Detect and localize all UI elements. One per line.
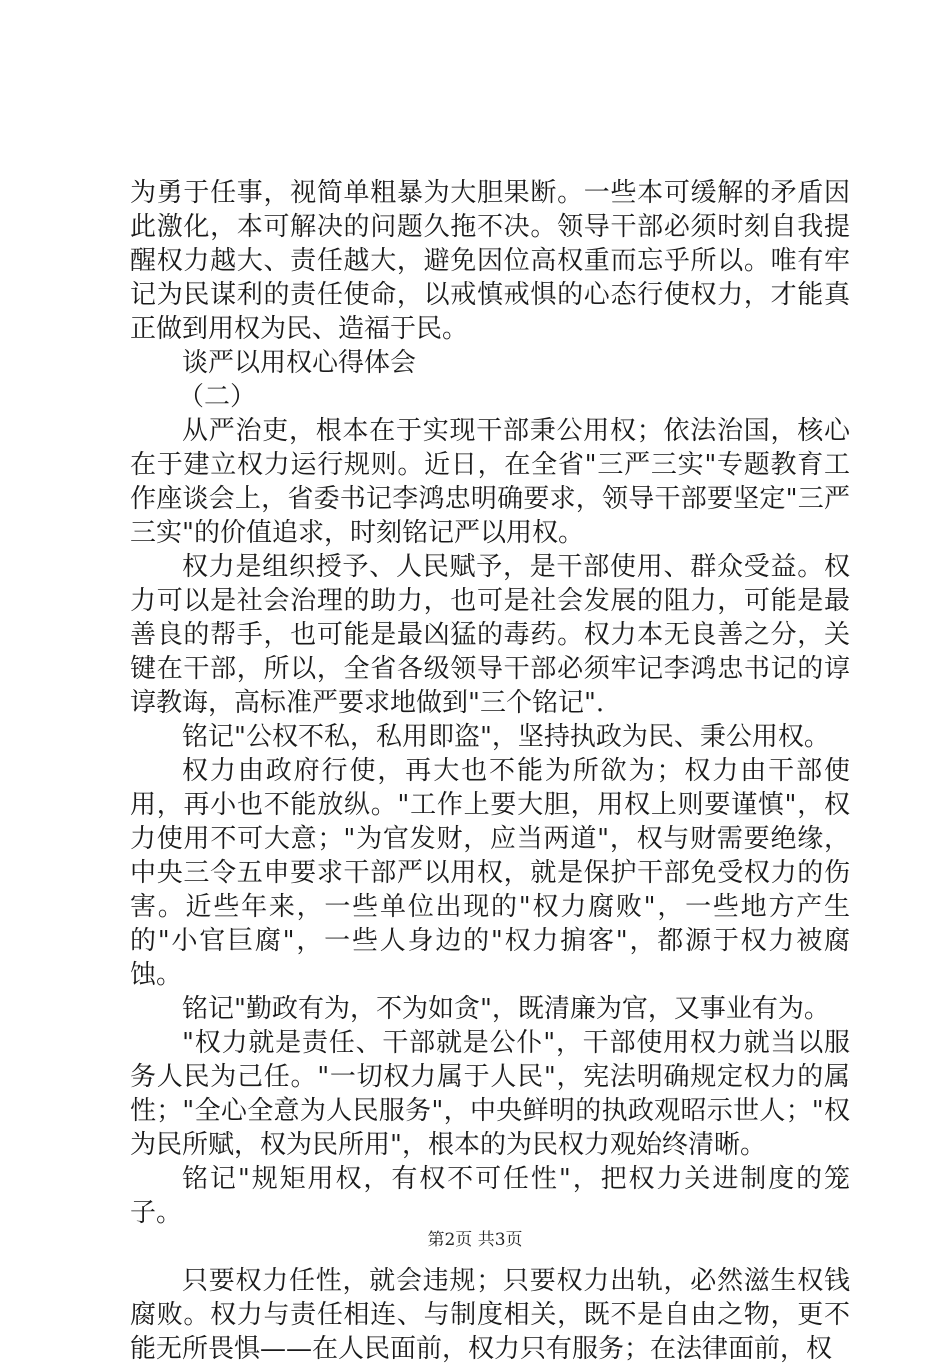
section-title: 谈严以用权心得体会	[182, 348, 417, 378]
document-body	[130, 176, 850, 1366]
paragraph: 权力是组织授予、人民赋予，是干部使用、群众受益。权力可以是社会治理的助力，也可是社会发展的阻力，可能是最善良的帮手，也可能是最凶猛的毒药。权力本无良善之分，关键在干部，所以，全省各级领导干部必须牢记李鸿忠书记的谆谆教诲，高标准严要求地做到"三个铭记".	[130, 552, 850, 718]
page-footer: 第2页 共3页	[427, 1230, 523, 1250]
paragraph: 从严治吏，根本在于实现干部秉公用权；依法治国，核心在于建立权力运行规则。近日，在全省"三严三实"专题教育工作座谈会上，省委书记李鸿忠明确要求，领导干部要坚定"三严三实"的价值追求，时刻铭记严以用权。	[130, 416, 850, 548]
section-number: （二）	[178, 382, 257, 412]
paragraph: 只要权力任性，就会违规；只要权力出轨，必然滋生权钱腐败。权力与责任相连、与制度相关，既不是自由之物，更不能无所畏惧——在人民面前，权力只有服务；在法律面前，权	[130, 1266, 850, 1364]
paragraph-heading: 铭记"公权不私，私用即盗"，坚持执政为民、秉公用权。	[182, 722, 830, 752]
paragraph-heading: 铭记"勤政有为，不为如贪"，既清廉为官，又事业有为。	[182, 994, 830, 1024]
paragraph-heading: 铭记"规矩用权，有权不可任性"，把权力关进制度的笼子。	[130, 1164, 850, 1228]
paragraph: "权力就是责任、干部就是公仆"，干部使用权力就当以服务人民为己任。"一切权力属于人民"，宪法明确规定权力的属性；"全心全意为人民服务"，中央鲜明的执政观昭示世人；"权为民所赋，权为民所用"，根本的为民权力观始终清晰。	[130, 1028, 850, 1160]
paragraph: 权力由政府行使，再大也不能为所欲为；权力由干部使用，再小也不能放纵。"工作上要大胆，用权上则要谨慎"，权力使用不可大意；"为官发财，应当两道"，权与财需要绝缘，中央三令五申要求干部严以用权，就是保护干部免受权力的伤害。近些年来，一些单位出现的"权力腐败"，一些地方产生的"小官巨腐"，一些人身边的"权力掮客"，都源于权力被腐蚀。	[130, 756, 850, 990]
paragraph-continued: 为勇于任事，视简单粗暴为大胆果断。一些本可缓解的矛盾因此激化，本可解决的问题久拖不决。领导干部必须时刻自我提醒权力越大、责任越大，避免因位高权重而忘乎所以。唯有牢记为民谋利的责任使命，以戒慎戒惧的心态行使权力，才能真正做到用权为民、造福于民。	[130, 178, 850, 344]
